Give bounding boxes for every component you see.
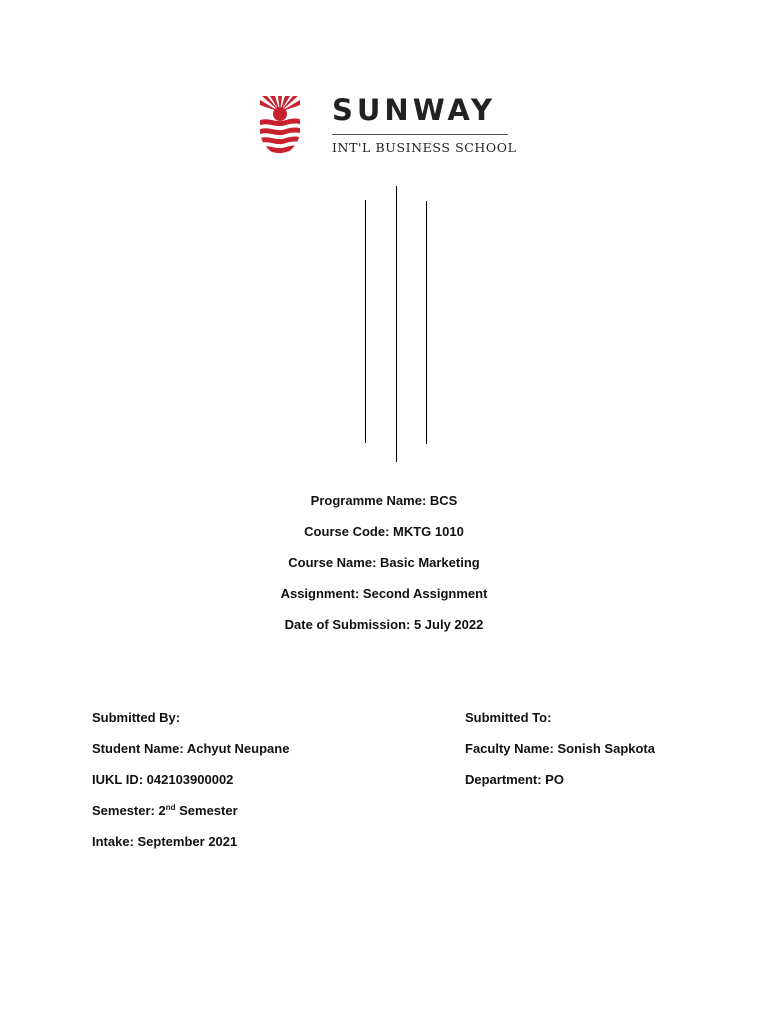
semester-prefix: Semester: 2 (92, 803, 166, 818)
semester-suffix: Semester (175, 803, 238, 818)
department: Department: PO (465, 772, 564, 787)
programme-name: Programme Name: BCS (310, 493, 458, 508)
student-name: Student Name: Achyut Neupane (92, 741, 290, 756)
sunway-logo (258, 92, 517, 160)
logo-divider (332, 134, 508, 135)
submitted-by-heading: Submitted By: (92, 710, 181, 725)
logo-subtitle: INT'L BUSINESS SCHOOL (332, 140, 517, 155)
decorative-line-right (426, 201, 427, 444)
decorative-line-center (396, 186, 397, 462)
assignment-title: Assignment: Second Assignment (280, 586, 488, 601)
course-code: Course Code: MKTG 1010 (304, 524, 464, 539)
submission-date: Date of Submission: 5 July 2022 (284, 617, 484, 632)
submitted-to-heading: Submitted To: (465, 710, 552, 725)
faculty-name: Faculty Name: Sonish Sapkota (465, 741, 655, 756)
logo-wordmark: SUNWAY (332, 93, 497, 127)
decorative-line-left (365, 200, 366, 443)
iukl-id: IUKL ID: 042103900002 (92, 772, 234, 787)
intake: Intake: September 2021 (92, 834, 238, 849)
semester (92, 803, 238, 818)
course-name: Course Name: Basic Marketing (288, 555, 480, 570)
sunrise-shield-icon (258, 94, 302, 158)
semester-ordinal: nd (165, 803, 176, 812)
submitted-to-section (465, 710, 745, 800)
submitted-by-section (92, 710, 392, 860)
